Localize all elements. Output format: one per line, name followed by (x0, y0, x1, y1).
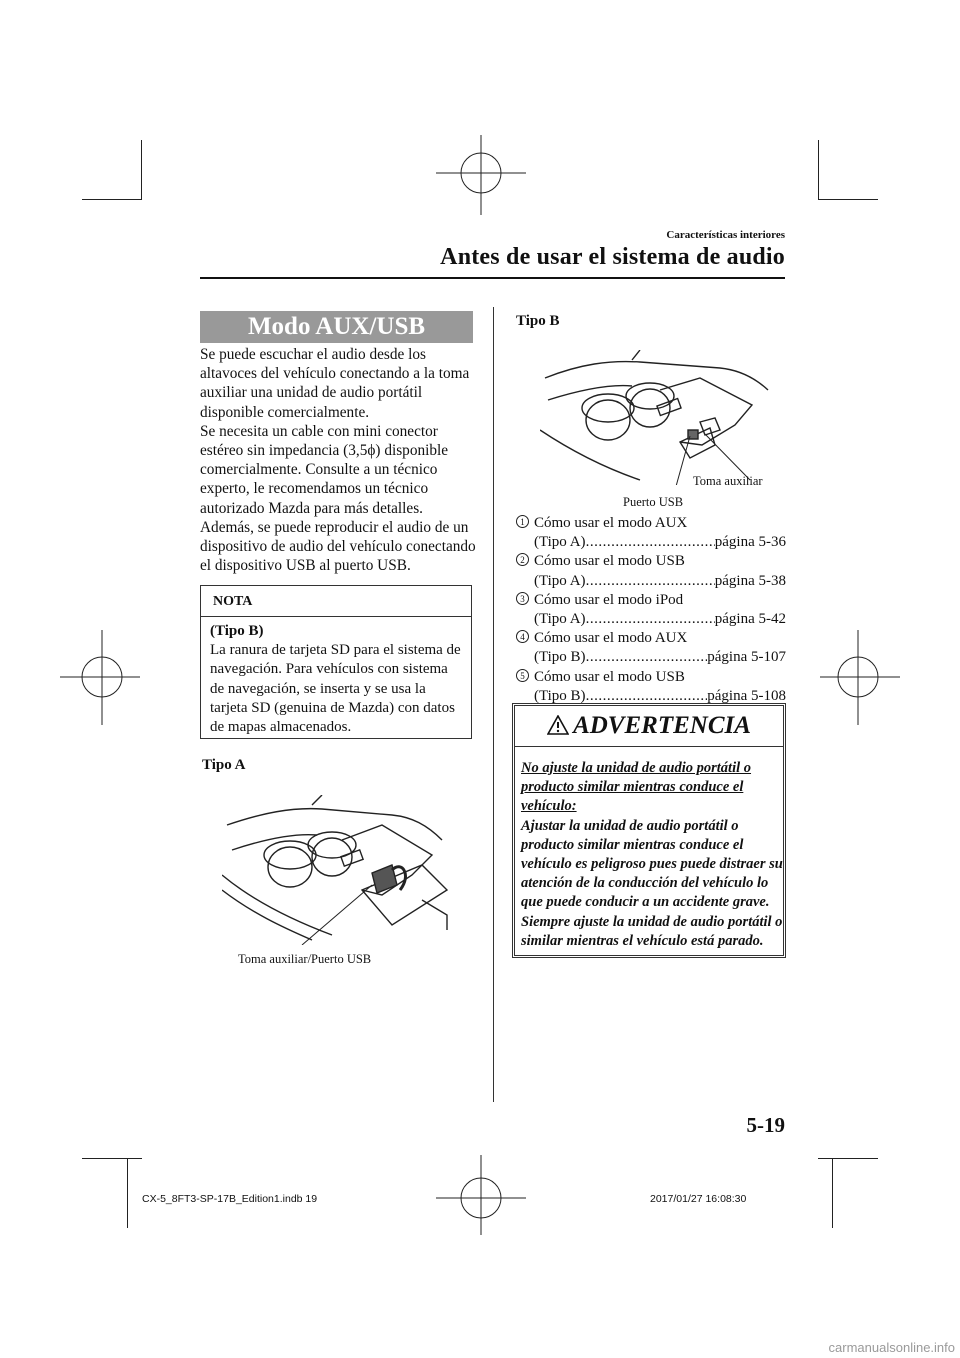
reference-list (516, 514, 786, 706)
nota-type: (Tipo B) (210, 623, 264, 639)
header-category: Características interiores (666, 229, 785, 241)
section-paragraph: Además, se puede reproducir el audio de un dispositivo de audio del vehículo conectando el dispositivo USB al puerto USB. (200, 518, 476, 575)
footer-timestamp: 2017/01/27 16:08:30 (650, 1193, 747, 1205)
figure-b-caption-aux: Toma auxiliar (693, 474, 763, 488)
list-number: 5 (516, 669, 529, 682)
section-title: Modo AUX/USB (200, 311, 473, 343)
reference-title: Cómo usar el modo USB (534, 668, 685, 685)
reference-page[interactable]: página 5-42 (714, 611, 786, 628)
reference-type: (Tipo B) (534, 687, 586, 704)
reference-page[interactable]: página 5-38 (714, 572, 786, 589)
figure-b-label: Tipo B (516, 313, 560, 329)
figure-a-label: Tipo A (202, 757, 246, 773)
reference-page[interactable]: página 5-36 (714, 534, 786, 551)
header-rule (200, 277, 785, 279)
page-number: 5-19 (746, 1113, 785, 1137)
nota-label: NOTA (201, 586, 471, 617)
figure-b-caption-usb: Puerto USB (623, 495, 684, 509)
reference-type: (Tipo A) (534, 534, 586, 551)
column-divider (493, 307, 494, 1102)
warning-title: ADVERTENCIA (573, 712, 751, 739)
reference-type: (Tipo B) (534, 649, 586, 666)
reference-type: (Tipo A) (534, 611, 586, 628)
nota-text: La ranura de tarjeta SD para el sistema de navegación. Para vehículos con sistema de navegación, se inserta y se usa la tarjeta SD (genuina de Mazda) con datos de mapas almacenados. (210, 642, 461, 736)
section-paragraph: Se puede escuchar el audio desde los altavoces del vehículo conectando a la toma auxiliar una unidad de audio portátil disponible comercialmente. (200, 346, 470, 421)
list-number: 3 (516, 592, 529, 605)
registration-mark-bottom (436, 1150, 526, 1235)
warning-text: Ajustar la unidad de audio portátil o producto similar mientras conduce el vehículo es peligroso pues puede distraer su atención de la conducción del vehículo lo que puede conducir a un accidente grave. Siempre ajuste la unidad de audio portátil o similar mientras el vehículo está parado. (521, 817, 783, 949)
list-item (516, 591, 786, 629)
console-illustration-type-b (540, 350, 770, 485)
list-item (516, 668, 786, 706)
reference-page[interactable]: página 5-107 (707, 649, 786, 666)
list-number: 4 (516, 630, 529, 643)
page-title: Antes de usar el sistema de audio (440, 244, 785, 270)
section-paragraph: Se necesita un cable con mini conector estéreo sin impedancia (3,5ϕ) disponible comercialmente. Consulte a un técnico experto, le recomendamos un técnico autorizado Mazda para más detalles. (200, 422, 449, 517)
section-body (200, 345, 480, 575)
nota-body (210, 622, 465, 737)
registration-mark-right (820, 630, 900, 730)
figure-a-caption: Toma auxiliar/Puerto USB (238, 952, 372, 966)
list-number: 2 (516, 553, 529, 566)
warning-headline: No ajuste la unidad de audio portátil o producto similar mientras conduce el vehículo: (521, 760, 752, 815)
console-illustration-type-a (222, 795, 452, 945)
reference-type: (Tipo A) (534, 572, 586, 589)
warning-triangle-icon (547, 715, 569, 735)
warning-body (521, 759, 783, 951)
reference-page[interactable]: página 5-108 (707, 687, 786, 704)
list-item (516, 514, 786, 552)
warning-header (515, 706, 783, 747)
reference-title: Cómo usar el modo AUX (534, 630, 688, 647)
list-number: 1 (516, 515, 529, 528)
reference-title: Cómo usar el modo USB (534, 553, 685, 570)
warning-box (512, 703, 786, 958)
list-item (516, 552, 786, 590)
registration-mark-top (436, 135, 526, 215)
reference-title: Cómo usar el modo iPod (534, 591, 684, 608)
nota-box (200, 585, 472, 739)
watermark: carmanualsonline.info (828, 1340, 955, 1355)
footer-file: CX-5_8FT3-SP-17B_Edition1.indb 19 (142, 1193, 318, 1205)
list-item (516, 629, 786, 667)
reference-title: Cómo usar el modo AUX (534, 515, 688, 531)
registration-mark-left (60, 630, 140, 730)
